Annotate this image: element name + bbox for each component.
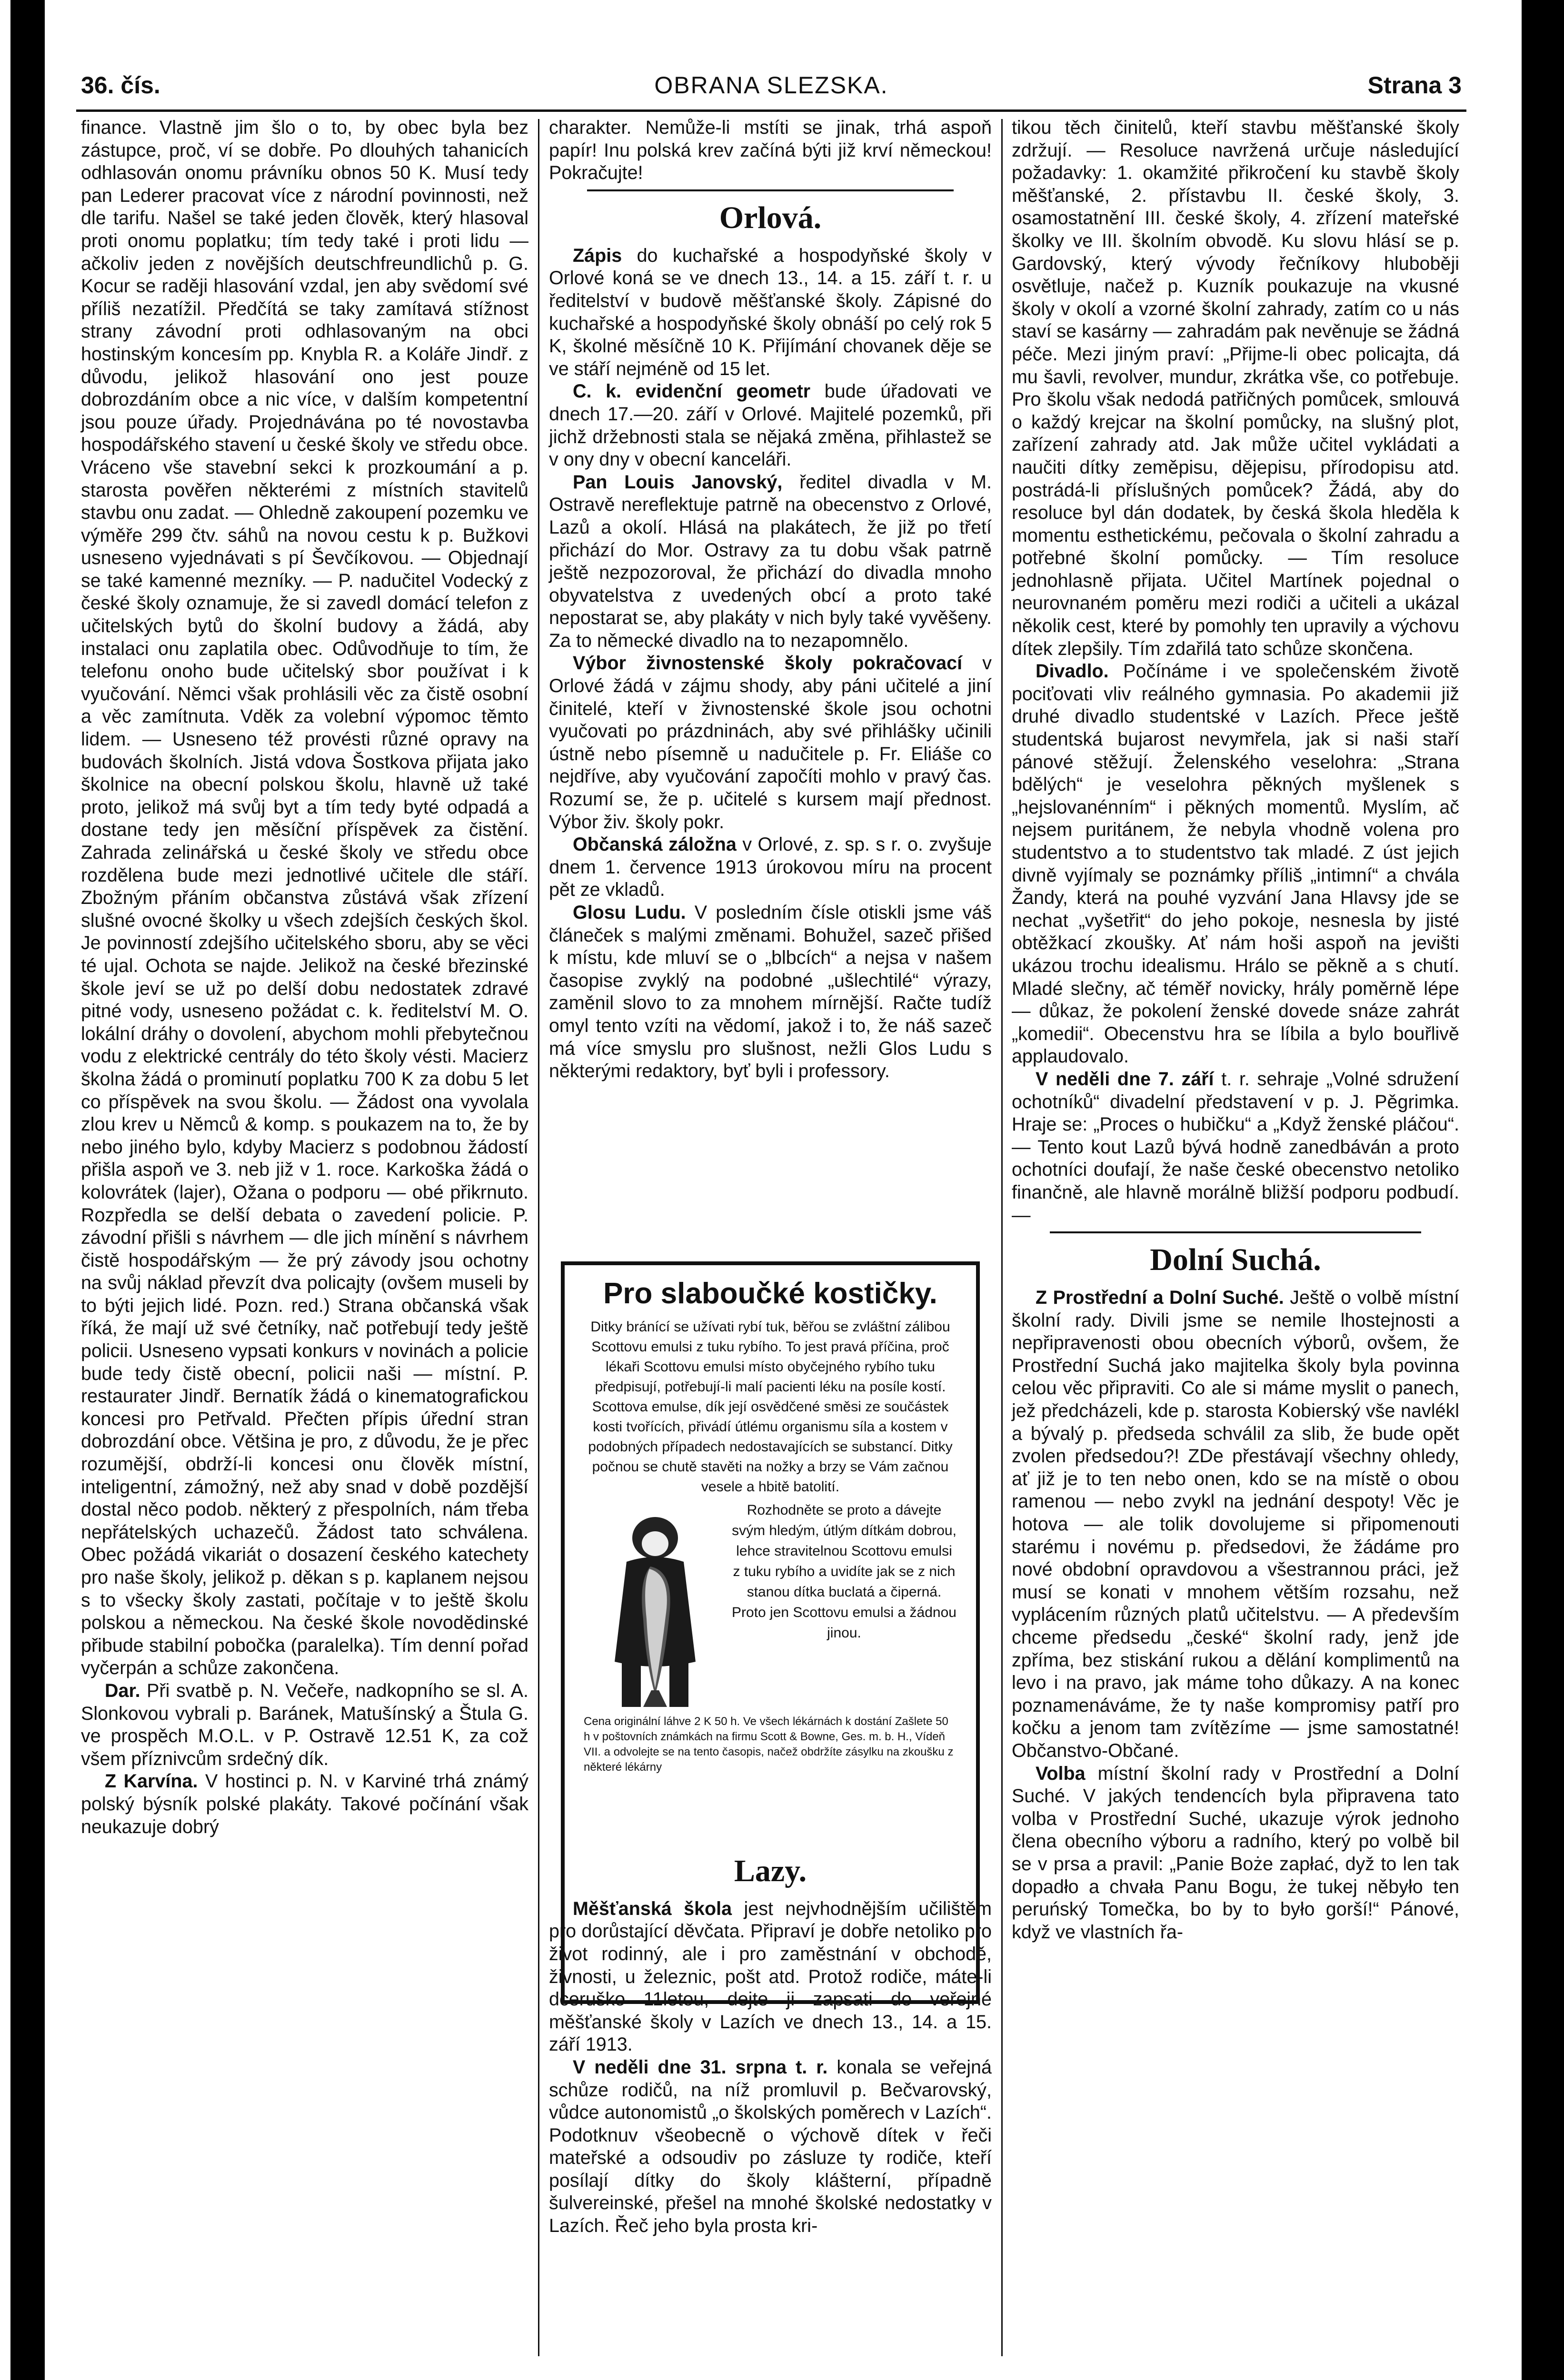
news-item-lead: V neděli dne 31. srpna t. r. — [573, 2056, 828, 2078]
header-rule — [76, 109, 1466, 112]
section-divider — [587, 189, 954, 191]
news-item-lead: Občanská záložna — [573, 834, 737, 855]
column-rule-1 — [538, 119, 539, 2356]
news-item-text: jest nejvhodnějším učilištěm pro dorůstající děvčata. Připraví je dobře netoliko pro život rodinný, ale i pro zaměstnání v obchodě, živnosti, u železnic, pošt atd. Protož rodiče, máte-li dceruško 11letou, dejte ji zapsati do veřejné měšťanské školy v Lazích ve dnech 13., 14. a 15. září 1913. — [549, 1898, 992, 2055]
page-header — [81, 71, 1462, 114]
news-item-text: v Orlové, z. sp. s r. o. zvyšuje dnem 1. července 1913 úrokovou míru na procent pět ze vkladů. — [549, 834, 992, 901]
news-item-lead: Volba — [1036, 1763, 1086, 1784]
fisherman-with-fish-icon — [593, 1505, 717, 1709]
news-item-text: do kuchařské a hospodyňské školy v Orlové koná se ve dnech 13., 14. a 15. září t. r. u ředitelství v budově měšťanské školy. Zápisné do kuchařské a hospodyňské školy obnáší po celý rok 5 K, školné měsíčně 10 K. Přijímání chovanek děje se ve stáří nejméně od 15 let. — [549, 245, 992, 379]
news-item — [549, 652, 992, 833]
scan-border-left — [10, 0, 45, 2380]
news-item-text: Ještě o volbě místní školní rady. Divili jsme se nemile lhostejnosti a nepřipravenosti obou obecních výborů, ovšem, že Prostřední Suchá jako majitelka školy byla povinna celou věc připraviti. Co ale si máme myslit o panech, jež předcházeli, kde p. starosta Kobierský vše navlékl a bývalý p. předseda schválil za slib, že bude opět zvolen předsedou?! ZDe přestávají všechny ohledy, ať již je to ten nebo onen, kdo se na místě o obou ramenou — nebo zvykl na jednání despoty! Věc je hotova — ale tolik dovolujeme si připomenouti starému i novému p. předsedovi, že žádáme pro nové obdobní opravdovou a všestrannou práci, jež musí se konati v mnohem větším rozsahu, než vyplácením různých platů učitelstvu. — A především chceme předsedu „české“ školní rady, jenž jde zpříma, bez stiskání rukou a dělání komplimentů na levo i na pravo, jak máme toho důkazy. A na konec poznamenáváme, že ty naše kompromisy patří pro kočku a jenom tam zvítězíme — jsme samostatné! Občanstvo-Občané. — [1012, 1287, 1459, 1761]
article-paragraph — [81, 1770, 528, 1838]
news-item — [1012, 1068, 1459, 1227]
section-title-orlova: Orlová. — [719, 200, 822, 235]
news-item — [549, 2056, 992, 2238]
article-text: Při svatbě p. N. Večeře, nadkopního se sl. A. Slonkovou vybrali p. Baránek, Matušínský a Štula G. ve prospěch M.O.L. v P. Ostravě 12.51 K, za což všem příznivcům srdečný dík. — [81, 1680, 528, 1769]
news-item-lead: Glosu Ludu. — [573, 902, 686, 923]
column-rule-2 — [1001, 119, 1003, 2356]
news-item-lead: Měšťanská škola — [573, 1898, 732, 1919]
news-item-lead: Výbor živnostenské školy pokračovací — [573, 653, 963, 674]
news-item-lead: Divadlo. — [1036, 661, 1109, 682]
newspaper-title: OBRANA SLEZSKA. — [654, 72, 888, 99]
news-item-lead: Pan Louis Janovský, — [573, 471, 783, 493]
article-lead: Z Karvína. — [105, 1771, 198, 1792]
news-item-text: t. r. sehraje „Volné sdružení ochotníků“ divadelní představení v p. J. Pěgrimka. Hraje se: „Proces o hubičku“ a „Když ženské pláčou“. — Tento kout Lazů bývá hodně zanedbáván a proto ochotníci doufají, že naše české obecenstvo netoliko finančně, ale hlavně morálně bližší podporu podbudí. — — [1012, 1068, 1459, 1226]
section-title-dolni-sucha: Dolní Suchá. — [1150, 1242, 1321, 1278]
news-item-text: konala se veřejná schůze rodičů, na níž promluvil p. Bečvarovský, vůdce autonomistů „o školských poměrech v Lazích“. Podotknuv všeobecně o výchově dítek v řeči mateřské a odsoudiv po zásluze ty rodiče, kteří posílají dítky do školy klášterní, případně šulvereinské, přešel na mnohé školské nedostatky v Lazích. Řeč jeho byla prosta kri- — [549, 2056, 992, 2237]
article-paragraph: charakter. Nemůže-li mstíti se jinak, trhá aspoň papír! Inu polská krev začíná býti již krví německou! Pokračujte! — [549, 117, 992, 184]
advert-title: Pro slaboučké kostičky. — [603, 1277, 937, 1310]
section-divider — [1050, 1231, 1421, 1233]
news-item-text: místní školní rady v Prostřední a Dolní Suché. V jakých tendencích byla připravena tato volba v Prostřední Suché, ukazuje výrok jednoho člena obecního výboru a radního, který po volbě bil se v prsa a pravil: „Panie Boże zapłać, dyž to len tak dopadło a chvała Panu Bogu, że tukej něbyło ten peruńský Tomečka, bo by to było gorší!“ Pánové, když ve vlastních řa- — [1012, 1763, 1459, 1943]
news-item — [1012, 660, 1459, 1068]
page-number: Strana 3 — [1367, 72, 1462, 99]
advert-side-text: Rozhodněte se proto a dávejte svým hledým, útlým dítkám dobrou, lehce stravitelnou Scottovu emulsi z tuku rybího a uvidíte jak se z nich stanou dítka buclatá a čiperná. Proto jen Scottovu emulsi a žádnou jinou. — [732, 1502, 956, 1641]
news-item-lead: Zápis — [573, 245, 622, 266]
article-text: V hostinci p. N. v Karviné trhá známý polský býsník polské plakáty. Takové počínání však neukazuje dobrý — [81, 1771, 529, 1837]
column-3 — [1012, 117, 1459, 1944]
news-item-lead: V neděli dne 7. září — [1036, 1068, 1214, 1090]
news-item — [549, 245, 992, 381]
article-paragraph: finance. Vlastně jim šlo o to, by obec byla bez zástupce, proč, ví se dobře. Po dlouhých tahanicích odhlasován onomu právníku obnos 50 K. Musí tedy pan Lederer pracovat více z národní povinnosti, než dle tarifu. Našel se také jeden člověk, který hlasoval proti onomu poplatku; tím tedy také i proti lidu — ačkoliv jeden z novějších deutschfreundlichů p. G. Kocur se raději hlasování vzdal, jen aby svědomí své příliš nezatížil. Předčítá se taky zamítavá stížnost strany závodní proti odhlasovaným na obci hostinským koncesím pp. Knybla R. a Koláře Jindř. z důvodu, jelikož hlasování ono jest pouze dobrozdáním obce a nic více, v dalším kompetentní jsou pouze úřady. Projednávána po té novostavba hospodářského stavení u české školy ve středu obce. Vráceno vše stavební sekci k prozkoumání a p. starosta pověřen některémi z místních stavitelů stavbu onu zadat. — Ohledně zakoupení pozemku ve výměře 299 čtv. sáhů na novou cestu k p. Bužkovi usneseno vyjednávati s pí Ševčíkovou. — Objednají se také kamenné mezníky. — P. nadučitel Vodecký z české školy oznamuje, že si zavedl domácí telefon z učitelských bytů do školní budovy a žádá, aby instalaci onu zaplatila obec. Odůvodňuje to tím, že telefonu onoho bude učitelský sbor používat i k vyučování. Němci však prohlásili věc za čistě osobní a věc zamítnuta. Vděk za volební výpomoc těmto lidem. — Usneseno též provésti různé opravy na budovách školních. Jistá vdova Šostkova přijata jako školnice na obecní polskou školu, hlavně už také proto, jelikož má svůj byt a tím tedy byté odpadá a dostane tedy jen měsíční příspěvek za čistění. Zahrada zelinářská u české školy ve středu obce rozdělena bude mezi jednotlivé učitele dle stáří. Zbožným přáním občanstva zůstává však zřízení slušné ovocné školky u všech zdejších českých škol. Je povinností zdejšího učitelského sboru, aby se věci té ujal. Ochota se najde. Jelikož na české březinské škole jeví se už po delší dobu nedostatek zdravé pitné vody, usneseno požádat c. k. ředitelství M. O. lokální dráhy o dovolení, abychom mohli přebytečnou vodu z elektrické centrály do této školy vésti. Macierz školna žádá o prominutí poplatku 700 K za dobu 5 let co příspěvek na svou školu. — Žádost ona vyvolala zlou krev u Němců & komp. s poukazem na to, že by nebo jiného bylo, kdyby Macierz s podobnou žádostí přišla aspoň ve 3. neb již v 1. roce. Karkoška žádá o kolovrátek (lajer), Ožana o podporu — obé přikrnuto. Rozpředla se delší debata o zavedení policie. P. závodní přišli s návrhem — dle jich mínění s návrhem čistě hospodářským — že prý závody jsou ochotny na svůj náklad převzít dva policajty (ovšem museli by to býti jejich lidé. Pozn. red.) Strana občanská však říká, že mají už své četníky, nač potřebují tedy ještě policii. Usneseno vypsati konkurs v novinách a policie bude tedy čistě obecní, policii naši — místní. P. restaurater Jindř. Bernatík žádá o kinematografickou koncesi pro Petřvald. Přečten přípis úřední stran dobrozdání obce. Většina je pro, z důvodu, že je přec rozumější, obdrží-li koncesi onu člověk místní, inteligentní, zámožný, než aby snad v době pozdější dostal něco podob. některý z přespolních, nám třeba nepřátelských uchazečů. Žádost tato schválena. Obec požádá vikariát o dosazení českého katechety pro naše školy, jelikož p. děkan s p. kaplanem nejsou s to všecky školy zastati, počítaje v to ještě školu polskou a německou. Na české škole novodědinské přibude stabilní pobočka (paralelka). Tím denní pořad vyčerpán a schůze zakončena. — [81, 117, 528, 1679]
news-item-text: V posledním čísle otiskli jsme váš článeček s malými změnami. Bohužel, sazeč přišed k místu, kde mluví se o „blbcích“ a nejsa v našem časopise zvyklý na podobné „ušlechtilé“ výrazy, zaměnil slovo to za mnohem mírnější. Račte tudíž omyl tento vzíti na vědomí, jakož i to, že náš sazeč má více smyslu pro slušnost, nežli Glos Ludu s některými redaktory, byť byli i professory. — [549, 902, 992, 1082]
news-item — [1012, 1287, 1459, 1762]
advert-small-print: Cena originální láhve 2 K 50 h. Ve všech lékárnách k dostání Zašlete 50 h v poštovních známkách na firmu Scott & Bowne, Ges. m. b. H., Vídeň VII. a odvolejte se na tento časopis, načež obdržíte zásylku na zkoušku z některé lékárny — [584, 1715, 954, 1774]
section-title-lazy: Lazy. — [734, 1853, 807, 1888]
news-item — [1012, 1763, 1459, 1944]
article-lead: Dar. — [105, 1680, 140, 1701]
news-item — [549, 380, 992, 471]
news-item-text: ředitel divadla v M. Ostravě nereflektuje patrně na obecenstvo z Orlové, Lazů a okolí. Hlásá na plakátech, že již po třetí přichází do Mor. Ostravy za tu dobu však patrně ještě nezpozoroval, že přichází do divadla mnoho obyvatelstva z uvedených obcí a proto také nepostarat se, aby plakáty v nich byly také vyvěšeny. Za to německé divadlo na to nezapomnělo. — [549, 471, 992, 651]
news-item — [549, 833, 992, 902]
news-item-text: Počínáme i ve společenském životě pociťovati vliv reálného gymnasia. Po akademii již druhé divadlo studentské v Lazích. Přece ještě studentská bujarost nevymřela, jak si naši staří pánové stěžují. Želenského veselohra: „Strana bdělých“ je veselohra pěkných myšlenek s „hejslovanénním“ i pěkných momentů. Myslím, ač nejsem puritánem, že nebyla vhodně volena pro studentstvo a to studentstvo tak mladé. Z úst jejich divně vyjímaly se poznámky příliš „intimní“ a chvála Žandy, která na pouhé vyzvání Jana Hlavsy jde se nechat „vyšetřit“ do jeho pokoje, nesnesla by jisté obtěžkací zkoušky. Ať nám hoši aspoň na jevišti ukázou trochu idealismu. Hrálo se pěkně a s chutí. Mladé slečny, ač téměř novicky, hrály poměrně lépe — důkaz, že pokolení ženské dovede snáze zahrát „komedii“. Obecenstvu hra se líbila a bylo bouřlivě applaudovalo. — [1012, 661, 1459, 1067]
article-paragraph: tikou těch činitelů, kteří stavbu měšťanské školy zdržují. — Resoluce navržená určuje následující požadavky: 1. okamžité přikročení ku stavbě školy měšťanské, 2. přístavbu II. české školy, 3. osamostatnění III. české školy, 4. zřízení mateřské školky ve III. školním obvodě. Ku slovu hlásí se p. Gardovský, který vývody řečníkovy hluboběji osvětluje, načež p. Kuzník poukazuje na vkusné školy v okolí a vzorné školní zahrady, zatím co u nás staví se kasárny — zahradám pak nevěnuje se žádná péče. Mezi jiným praví: „Přijme-li obec policajta, dá mu šavli, revolver, mundur, zkrátka vše, co potřebuje. Pro školu však nedodá patřičných pomůcek, smlouvá o každý krejcar na školní pomůcky, na slušný plot, zařízení zahrady atd. Jak může učitel vykládati a naučiti dítky zeměpisu, dějepisu, přírodopisu atd. postrádá-li příslušných pomůcek? Žádá, aby do resoluce byl dán dodatek, by česká škola hleděla k momentu esthetickému, pečovala o školní zahradu a potřebné školní pomůcky. — Tím resoluce jednohlasně přijata. Učitel Martínek pojednal o neurovnaném poměru mezi rodiči a učiteli a ukázal několik cest, které by pomohly ten upravily a výchovu dítek zlepšily. Tím zdařilá tato schůze skončena. — [1012, 117, 1459, 659]
news-item-text: v Orlové žádá v zájmu shody, aby páni učitelé a jiní činitelé, kteří v živnostenské škole jsou ochotni vyučovati po prázdninách, aby své přihlášky učinili ústně nebo písemně u nadučitele p. Fr. Eliáše co nejdříve, aby vyučování započíti mohlo v pravý čas. Rozumí se, že p. učitelé s kursem mají přednost. Výbor živ. školy pokr. — [549, 653, 992, 833]
news-item — [549, 902, 992, 1083]
article-paragraph — [81, 1680, 528, 1770]
news-item-lead: C. k. evidenční geometr — [573, 381, 811, 402]
news-item-lead: Z Prostřední a Dolní Suché. — [1036, 1287, 1284, 1309]
issue-number: 36. čís. — [81, 72, 160, 99]
advert-body: Ditky bránící se užívati rybí tuk, běřou se zvláštní zálibou Scottovu emulsi z tuku rybího. To jest pravá příčina, proč lékaři Scottovu emulsi místo obyčejného rybího tuku předpisují, potřebují-li malí pacienti léku na posíle kostí. Scottova emulse, dík její osvědčené směsi ze součástek kosti tvořících, přivádí útlému organismu síla a kostem v podobných případech nedostavajících se substancí. Ditky počnou se chutě stavěti na nožky a brzy se Vám začnou vesele a hbitě batolití. — [588, 1319, 953, 1495]
news-item-text: bude úřadovati ve dnech 17.—20. září v Orlové. Majitelé pozemků, při jichž držebnosti stala se nějaká změna, přihlastež se v ony dny v obecní kanceláři. — [549, 381, 992, 470]
news-item — [549, 471, 992, 653]
scott-emulsion-advert — [561, 1261, 980, 2004]
column-1 — [81, 117, 528, 1838]
scan-border-right — [1522, 0, 1564, 2380]
